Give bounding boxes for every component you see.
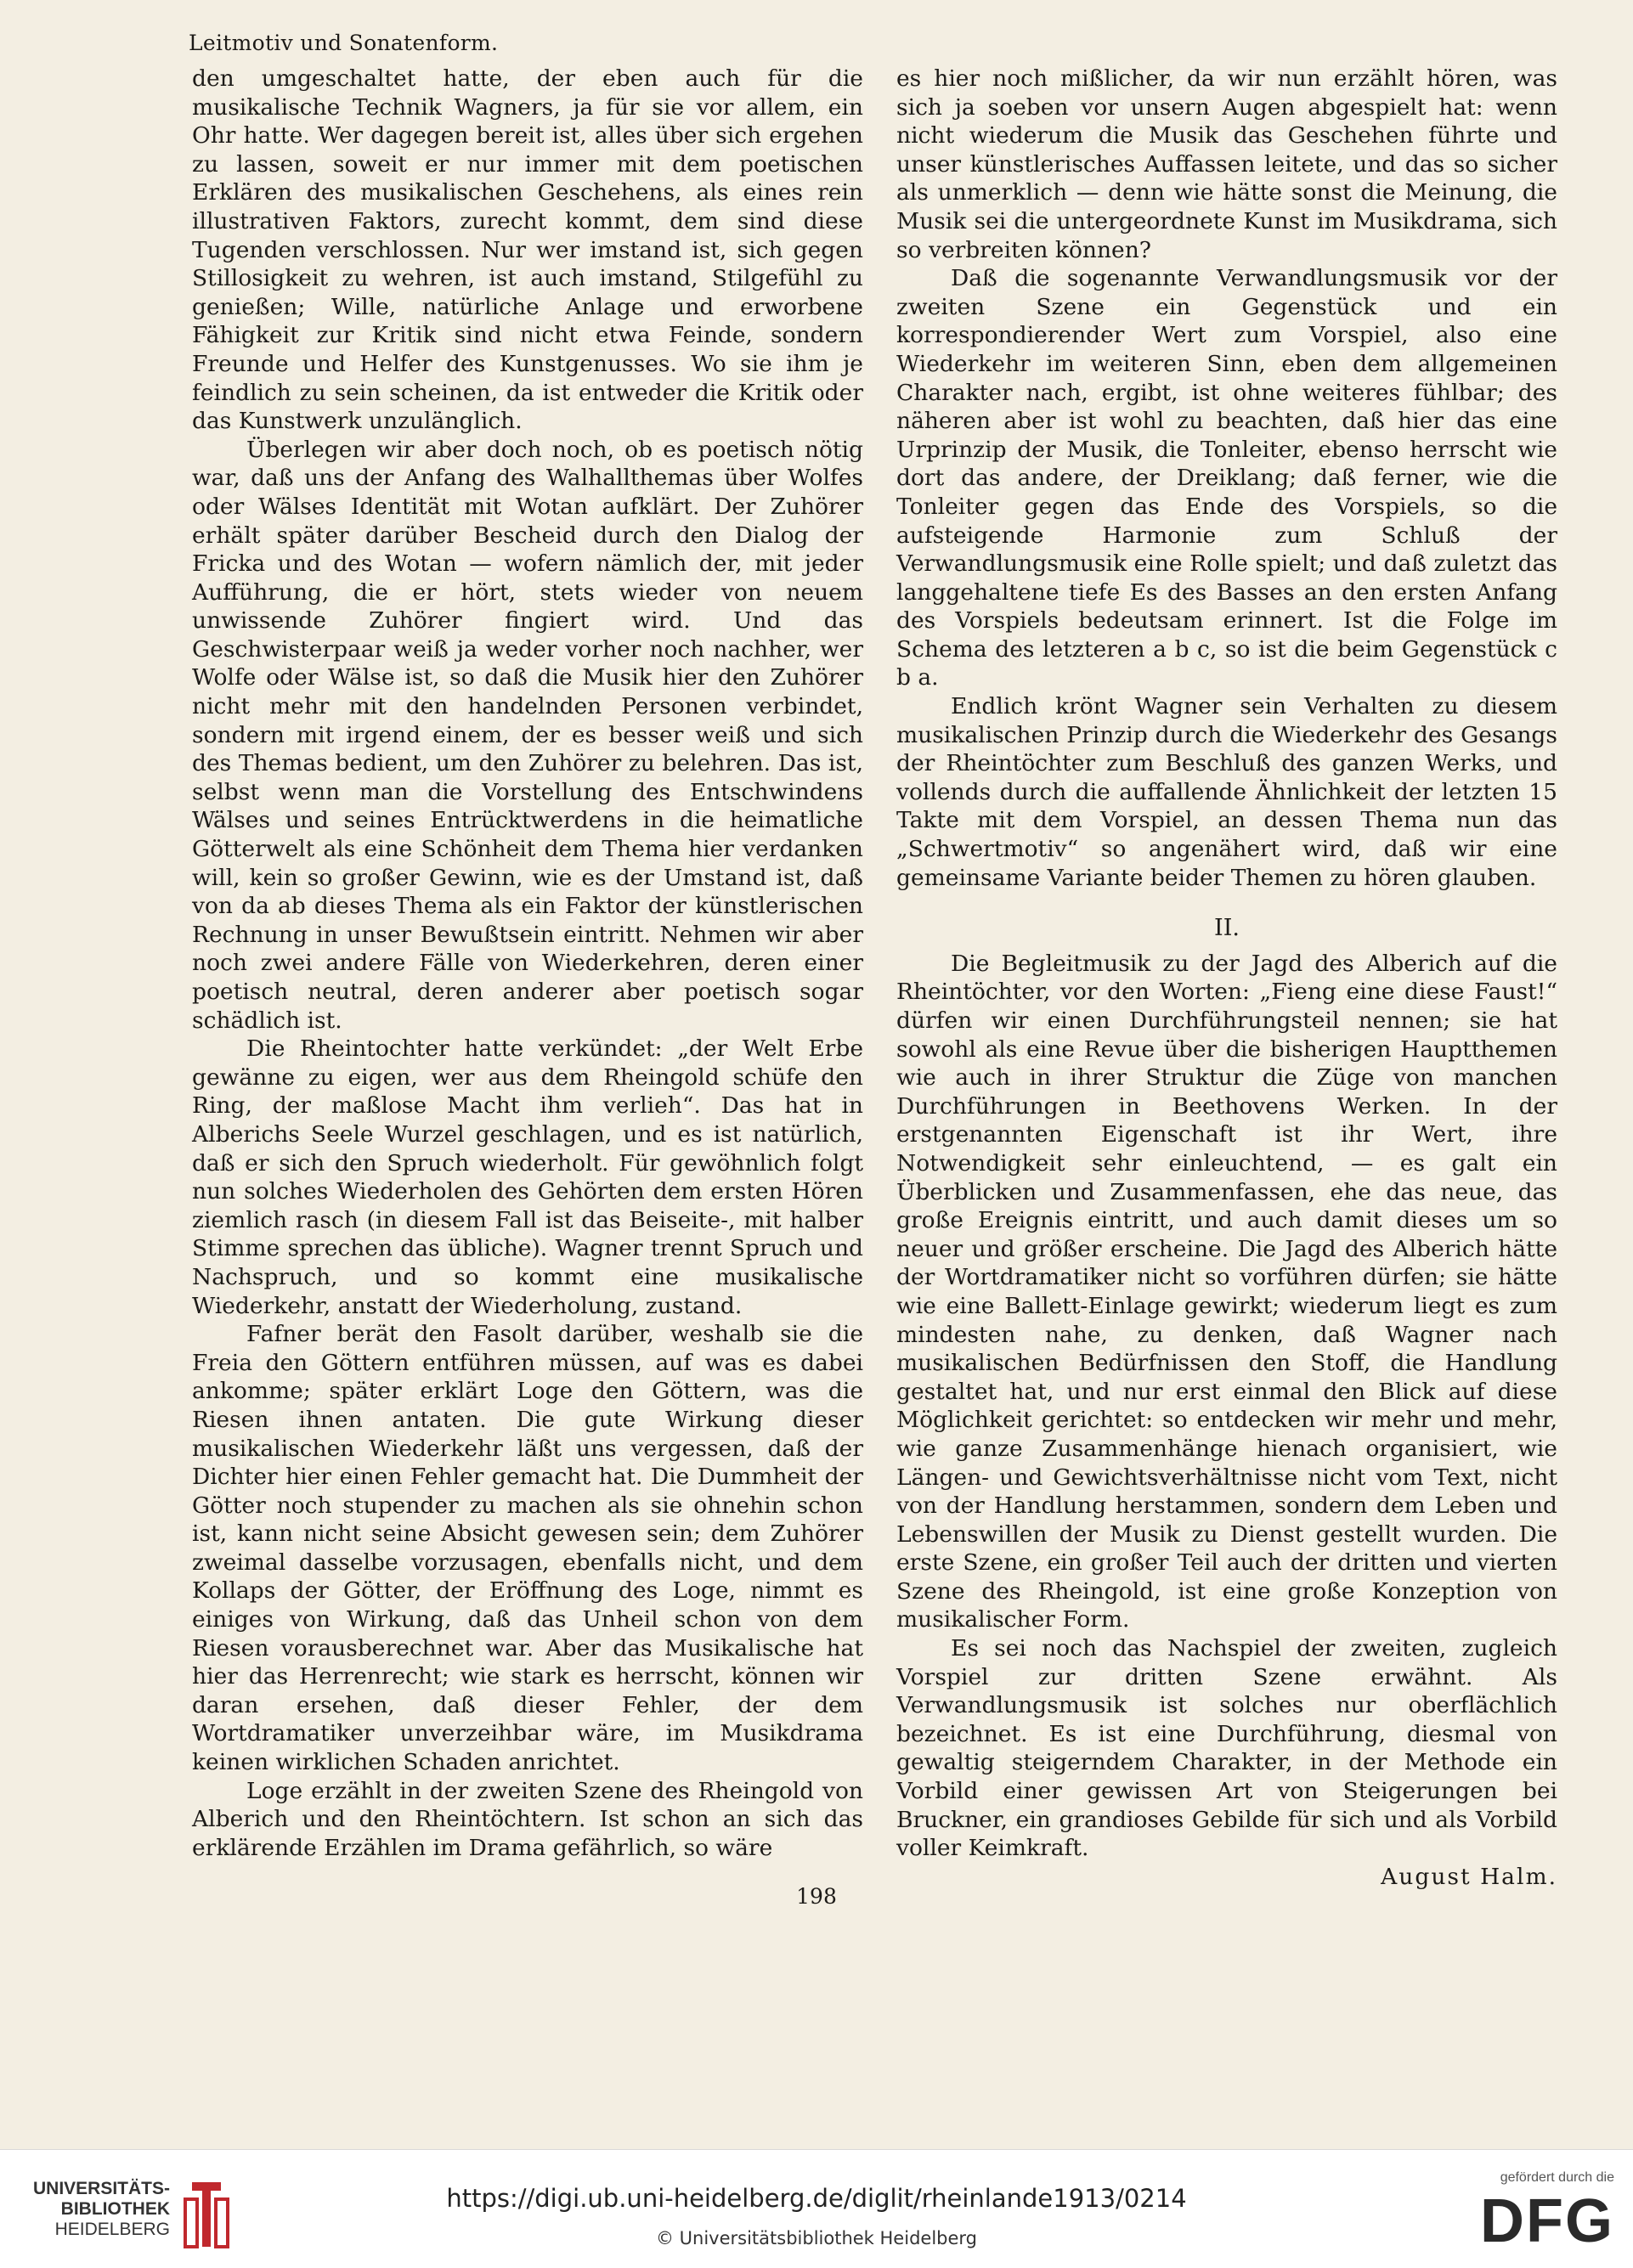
paragraph: es hier noch mißlicher, da wir nun erzählt hören, was sich ja soeben vor unsern Augen abgespielt hat: wenn nicht wiederum die Musik das Geschehen führte und unser künstlerisches Auffassen leitete, und das so sicher als unmerklich — denn wie hätte sonst die Meinung, die Musik sei die untergeordnete Kunst im Musikdrama, sich so verbreiten können? <box>896 65 1557 263</box>
paragraph: Überlegen wir aber doch noch, ob es poetisch nötig war, daß uns der Anfang des Walhallthemas über Wolfes oder Wälses Identität mit Wotan aufklärt. Der Zuhörer erhält später darüber Bescheid durch den Dialog der Fricka und des Wotan — wofern nämlich der, mit jeder Aufführung, die er hört, stets wieder von neuem unwissende Zuhörer fingiert wird. Und das Geschwisterpaar weiß ja weder vorher noch nachher, wer Wolfe oder Wälse ist, so daß die Musik hier den Zuhörer nicht mehr mit den handelnden Personen verbindet, sondern mit irgend einem, der es besser weiß und sich des Themas bedient, um den Zuhörer zu belehren. Das ist, selbst wenn man die Vorstellung des Entschwindens Wälses und seines Entrücktwerdens in die heimatliche Götterwelt als eine Schönheit dem Thema hier verdanken will, kein so großer Gewinn, wie es der Umstand ist, daß von da ab dieses Thema als ein Faktor der künstlerischen Rechnung in unser Bewußtsein eintritt. Nehmen wir aber noch zwei andere Fälle von Wiederkehren, deren einer poetisch neutral, deren anderer aber poetisch sogar schädlich ist. <box>192 436 863 1034</box>
copyright-notice: © Universitätsbibliothek Heidelberg <box>655 2228 977 2248</box>
viewer-footer <box>0 2149 1633 2268</box>
paragraph: Fafner berät den Fasolt darüber, weshalb sie die Freia den Göttern entführen müssen, auf was es dabei ankomme; später erklärt Loge den Göttern, was die Riesen ihnen antaten. Die gute Wirkung dieser musikalischen Wiederkehr läßt uns vergessen, daß der Dichter hier einen Fehler gemacht hat. Die Dummheit der Götter noch stupender zu machen als sie ohnehin schon ist, kann nicht seine Absicht gewesen sein; dem Zuhörer zweimal dasselbe vorzusagen, ebenfalls nicht, und dem Kollaps der Götter, der Eröffnung des Loge, nimmt es einiges von Wirkung, daß das Unheil schon von dem Riesen vorausberechnet war. Aber das Musikalische hat hier das Herrenrecht; wie stark es herrscht, können wir daran ersehen, daß dieser Fehler, der dem Wortdramatiker unverzeihbar wäre, im Musikdrama keinen wirklichen Schaden anrichtet. <box>192 1321 863 1776</box>
library-name-line: BIBLIOTHEK <box>60 2199 170 2219</box>
right-column <box>896 65 1557 1891</box>
paragraph: den umgeschaltet hatte, der eben auch für die musikalische Technik Wagners, ja für sie vor allem, ein Ohr hatte. Wer dagegen bereit ist, alles über sich ergehen zu lassen, soweit er nur immer mit dem poetischen Erklären des musikalischen Geschehens, als eines rein illustrativen Faktors, zurecht kommt, dem sind diese Tugenden verschlossen. Nur wer imstand ist, sich gegen Stillosigkeit zu wehren, ist auch imstand, Stilgefühl zu genießen; Wille, natürliche Anlage und erworbene Fähigkeit zur Kritik sind nicht etwa Feinde, sondern Freunde und Helfer des Kunstgenusses. Wo sie ihm je feindlich zu sein scheinen, da ist entweder die Kritik oder das Kunstwerk unzulänglich. <box>192 65 863 435</box>
permalink-url[interactable]: https://digi.ub.uni-heidelberg.de/diglit/rheinlande1913/0214 <box>446 2184 1187 2213</box>
dfg-wordmark: DFG <box>1480 2187 1614 2255</box>
author-signature: August Halm. <box>1381 1863 1557 1890</box>
library-name-line: UNIVERSITÄTS- <box>32 2179 170 2198</box>
page-number: 198 <box>796 1884 837 1909</box>
running-head: Leitmotiv und Sonatenform. <box>189 31 499 55</box>
library-name-line: HEIDELBERG <box>54 2220 170 2239</box>
dfg-logo[interactable] <box>1444 2170 1614 2255</box>
paragraph: Es sei noch das Nachspiel der zweiten, zugleich Vorspiel zur dritten Szene erwähnt. Als Verwandlungsmusik ist solches nur oberflächlich bezeichnet. Es ist eine Durchführung, diesmal von gewaltig steigerndem Charakter, in der Methode ein Vorbild einer gewissen Art von Steigerungen bei Bruckner, ein grandioses Gebilde für sich und als Vorbild voller Keimkraft. <box>896 1635 1557 1862</box>
left-column <box>192 65 863 1862</box>
paragraph: Daß die sogenannte Verwandlungsmusik vor der zweiten Szene ein Gegenstück und ein korrespondierender Wert zum Vorspiel, also eine Wiederkehr im weiteren Sinn, eben dem allgemeinen Charakter nach, ergibt, ist ohne weiteres fühlbar; des näheren aber ist wohl zu beachten, daß hier das eine Urprinzip der Musik, die Tonleiter, ebenso herrscht wie dort das andere, der Dreiklang; daß ferner, wie die Tonleiter gegen das Ende des Vorspiels, so die aufsteigende Harmonie zum Schluß der Verwandlungsmusik eine Rolle spielt; und daß zuletzt das langgehaltene tiefe Es des Basses an den ersten Anfang des Vorspiels bedeutsam erinnert. Ist die Folge im Schema des letzteren a b c, so ist die beim Gegenstück c b a. <box>896 265 1557 691</box>
paragraph: Die Begleitmusik zu der Jagd des Alberich auf die Rheintöchter, vor den Worten: „Fieng eine diese Faust!“ dürfen wir einen Durchführungsteil nennen; sie hat sowohl als eine Revue über die bisherigen Hauptthemen wie auch in ihrer Struktur die Züge von manchen Durchführungen in Beethovens Werken. In der erstgenannten Eigenschaft ist ihr Wert, ihre Notwendigkeit sehr einleuchtend, — es galt ein Überblicken und Zusammenfassen, ehe das neue, das große Ereignis eintritt, und auch damit dieses um so neuer und größer erscheine. Die Jagd des Alberich hätte der Wortdramatiker nicht so vorführen dürfen; sie hätte wie eine Ballett-Einlage gewirkt; wiederum liegt es zum mindesten nahe, zu denken, daß Wagner nach musikalischen Bedürfnissen den Stoff, die Handlung gestaltet hat, und nur erst einmal den Blick auf diese Möglichkeit gerichtet: so entdecken wir mehr und mehr, wie ganze Zusammenhänge hienach organisiert, wie Längen- und Gewichtsverhältnisse nicht vom Text, nicht von der Handlung herstammen, sondern dem Leben und Lebenswillen der Musik zu Dienst gestellt wurden. Die erste Szene, ein großer Teil auch der dritten und vierten Szene des Rheingold, ist eine große Konzeption von musikalischer Form. <box>896 950 1557 1633</box>
paragraph: Die Rheintochter hatte verkündet: „der Welt Erbe gewänne zu eigen, wer aus dem Rheingold schüfe den Ring, der maßlose Macht ihm verlieh“. Das hat in Alberichs Seele Wurzel geschlagen, und es ist natürlich, daß er sich den Spruch wiederholt. Für gewöhnlich folgt nun solches Wiederholen des Gehörten dem ersten Hören ziemlich rasch (in diesem Fall ist das Beiseite-, mit halber Stimme sprechen das übliche). Wagner trennt Spruch und Nachspruch, und so kommt eine musikalische Wiederkehr, anstatt der Wiederholung, zustand. <box>192 1035 863 1319</box>
paragraph: Loge erzählt in der zweiten Szene des Rheingold von Alberich und den Rheintöchtern. Ist schon an sich das erklärende Erzählen im Drama gefährlich, so wäre <box>192 1777 863 1861</box>
funding-caption: gefördert durch die <box>1500 2170 1614 2185</box>
paragraph: Endlich krönt Wagner sein Verhalten zu diesem musikalischen Prinzip durch die Wiederkehr des Gesangs der Rheintöchter zum Beschluß des ganzen Werks, und vollends durch die auffallende Ähnlichkeit der letzten 15 Takte mit dem Vorspiel, an dessen Thema nun das „Schwertmotiv“ so angenähert wird, daß wir eine gemeinsame Variante beider Themen zu hören glauben. <box>896 693 1557 891</box>
section-heading: II. <box>1214 915 1240 942</box>
